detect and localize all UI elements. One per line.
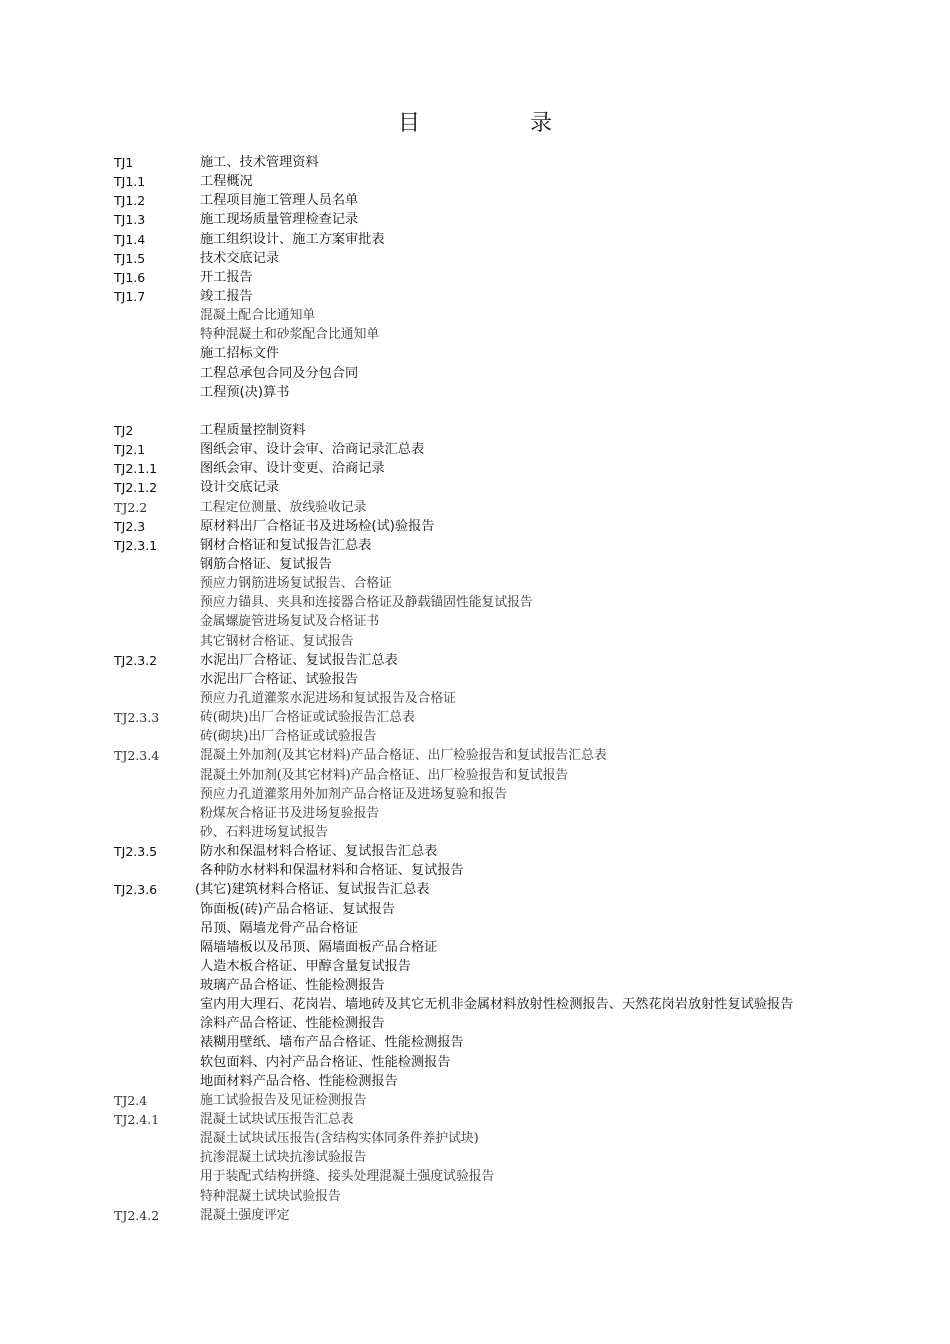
toc-entry-text: 混凝土外加剂(及其它材料)产品合格证、出厂检验报告和复试报告汇总表 (200, 748, 607, 764)
toc-entry-text: 涂料产品合格证、性能检测报告 (200, 1016, 385, 1032)
toc-entry-text: 工程总承包合同及分包合同 (200, 365, 359, 381)
toc-entry-text: 预应力孔道灌浆用外加剂产品合格证及进场复验和报告 (200, 786, 508, 802)
toc-entry-code: TJ1.4 (114, 231, 146, 247)
toc-entry-text: 各种防水材料和保温材料和合格证、复试报告 (200, 863, 464, 879)
toc-entry (114, 957, 914, 976)
toc-entry-text: 工程定位测量、放线验收记录 (200, 499, 367, 515)
toc-entry (114, 440, 914, 459)
toc-entry-text: 砂、石料进场复试报告 (200, 824, 328, 840)
toc-entry-text: 预应力孔道灌浆水泥进场和复试报告及合格证 (200, 690, 456, 706)
toc-entry-text: 裱糊用壁纸、墙布产品合格证、性能检测报告 (200, 1035, 464, 1051)
toc-entry-text: 预应力锚具、夹具和连接器合格证及静载锚固性能复试报告 (200, 595, 533, 611)
toc-entry-code: TJ1.7 (114, 288, 146, 304)
toc-entry (114, 1167, 914, 1186)
toc-entry (114, 708, 914, 727)
toc-entry-text: 工程预(决)算书 (200, 384, 290, 400)
toc-entry-text: 施工招标文件 (200, 346, 280, 362)
toc-entry (114, 919, 914, 938)
toc-entry-text: 混凝土外加剂(及其它材料)产品合格证、出厂检验报告和复试报告 (200, 767, 569, 783)
toc-entry (114, 842, 914, 861)
toc-entry-text: 地面材料产品合格、性能检测报告 (200, 1073, 398, 1089)
toc-entry-code: TJ2.3.5 (114, 844, 158, 860)
toc-entry-code: TJ2.3.4 (114, 748, 160, 764)
toc-entry-text: 吊顶、隔墙龙骨产品合格证 (200, 920, 359, 936)
toc-entry (114, 287, 914, 306)
toc-entry-code: TJ2.1.2 (114, 480, 158, 496)
toc-entry-text: 竣工报告 (200, 288, 253, 304)
toc-entry-text: 混凝土强度评定 (200, 1207, 290, 1223)
toc-entry-text: 特种混凝土试块试验报告 (200, 1188, 341, 1204)
toc-entry (114, 1053, 914, 1072)
toc-entry (114, 746, 914, 765)
toc-entry-text: 砖(砌块)出厂合格证或试验报告 (200, 729, 377, 745)
toc-entry-text: 其它钢材合格证、复试报告 (200, 633, 354, 649)
toc-entry-text: 混凝土试块试压报告(含结构实体同条件养护试块) (200, 1131, 479, 1147)
toc-entry-code: TJ2.1.1 (114, 461, 158, 477)
toc-entry-text: 原材料出厂合格证书及进场检(试)验报告 (200, 518, 435, 534)
toc-entry-code: TJ1.1 (114, 174, 146, 190)
toc-entry (114, 325, 914, 344)
toc-entry-code: TJ2 (114, 422, 134, 438)
toc-entry-code: TJ2.2 (114, 499, 148, 515)
toc-entry-text: 钢材合格证和复试报告汇总表 (200, 537, 372, 553)
toc-entry-code: TJ2.3.6 (114, 882, 158, 898)
toc-entry (114, 249, 914, 268)
toc-entry-code: TJ1.6 (114, 269, 146, 285)
toc-entry-text: 饰面板(砖)产品合格证、复试报告 (200, 901, 395, 917)
toc-entry-code: TJ2.3 (114, 518, 146, 534)
toc-entry (114, 976, 914, 995)
toc-entry-text: 人造木板合格证、甲醇含量复试报告 (200, 958, 411, 974)
toc-entry (114, 574, 914, 593)
toc-entry (114, 364, 914, 383)
toc-entry-text: 工程概况 (200, 174, 253, 190)
toc-entry-code: TJ2.3.1 (114, 537, 158, 553)
toc-entry-text: 用于装配式结构拼缝、接头处理混凝土强度试验报告 (200, 1169, 495, 1185)
toc-entry (114, 536, 914, 555)
toc-entry (114, 153, 914, 172)
toc-entry (114, 172, 914, 191)
toc-entry (114, 766, 914, 785)
toc-entry-text: 粉煤灰合格证书及进场复验报告 (200, 805, 380, 821)
toc-entry (114, 1110, 914, 1129)
toc-entry (114, 1072, 914, 1091)
toc-entry-text: 防水和保温材料合格证、复试报告汇总表 (200, 844, 438, 860)
toc-entry (114, 785, 914, 804)
toc-entry (114, 632, 914, 651)
toc-entry-code: TJ1.5 (114, 250, 146, 266)
toc-entry (114, 478, 914, 497)
toc-entry (114, 689, 914, 708)
toc-entry (114, 823, 914, 842)
toc-entry (114, 191, 914, 210)
toc-entry-text: 金属螺旋管进场复试及合格证书 (200, 614, 380, 630)
toc-entry (114, 804, 914, 823)
toc-entry-text: 水泥出厂合格证、试验报告 (200, 671, 359, 687)
toc-entry (114, 593, 914, 612)
toc-entry (114, 1187, 914, 1206)
toc-entry (114, 517, 914, 536)
toc-entry (114, 861, 914, 880)
toc-entry (114, 900, 914, 919)
toc-entry (114, 210, 914, 229)
toc-entry (114, 1033, 914, 1052)
toc-entry-code: TJ1.2 (114, 193, 146, 209)
toc-entry (114, 421, 914, 440)
toc-entry-text: 水泥出厂合格证、复试报告汇总表 (200, 652, 398, 668)
toc-entry-code: TJ2.4.2 (114, 1207, 160, 1223)
toc-entry-text: 施工、技术管理资料 (200, 155, 319, 170)
toc-entry (114, 938, 914, 957)
toc-entry-text: 施工试验报告及见证检测报告 (200, 1092, 367, 1108)
toc-entry-text: 图纸会审、设计会审、洽商记录汇总表 (200, 442, 425, 458)
toc-entry-text: 砖(砌块)出厂合格证或试验报告汇总表 (200, 710, 415, 726)
title-char-2: 录 (530, 111, 553, 136)
toc-entry (114, 1206, 914, 1225)
title-char-1: 目 (397, 111, 420, 136)
toc-entry-text: 钢筋合格证、复试报告 (200, 556, 332, 572)
toc-entry-text: 软包面料、内衬产品合格证、性能检测报告 (200, 1054, 451, 1070)
toc-entry-text: 工程项目施工管理人员名单 (200, 193, 359, 209)
toc-entry-text: 隔墙墙板以及吊顶、隔墙面板产品合格证 (200, 939, 438, 955)
toc-entry-text: 玻璃产品合格证、性能检测报告 (200, 978, 385, 994)
toc-entry-code: TJ2.3.3 (114, 710, 160, 726)
toc-entry (114, 612, 914, 631)
toc-entry-code: TJ2.1 (114, 442, 146, 458)
toc-entry (114, 344, 914, 363)
toc-entry-text: 室内用大理石、花岗岩、墙地砖及其它无机非金属材料放射性检测报告、天然花岗岩放射性复试验报告 (200, 997, 794, 1013)
toc-entry-text: 设计交底记录 (200, 480, 280, 496)
toc-entry (114, 498, 914, 517)
toc-entry (114, 1014, 914, 1033)
toc-entry-code: TJ1.3 (114, 212, 146, 228)
toc-entry (114, 268, 914, 287)
toc-entry (114, 459, 914, 478)
table-of-contents (114, 153, 914, 1225)
page-title (0, 106, 950, 137)
toc-entry (114, 555, 914, 574)
toc-entry (114, 880, 914, 899)
toc-entry-text: 技术交底记录 (200, 250, 280, 266)
toc-entry-code: TJ1 (114, 155, 134, 170)
toc-entry-text: 施工现场质量管理检查记录 (200, 212, 359, 228)
toc-entry-text: 施工组织设计、施工方案审批表 (200, 231, 385, 247)
toc-entry (114, 670, 914, 689)
toc-entry (114, 651, 914, 670)
toc-entry-text: 抗渗混凝土试块抗渗试验报告 (200, 1150, 367, 1166)
toc-entry (114, 1148, 914, 1167)
toc-entry (114, 383, 914, 421)
toc-entry-text: 预应力钢筋进场复试报告、合格证 (200, 576, 392, 592)
toc-entry-text: 开工报告 (200, 269, 253, 285)
toc-entry-code: TJ2.4.1 (114, 1112, 160, 1128)
toc-entry (114, 306, 914, 325)
toc-entry-text: 图纸会审、设计变更、洽商记录 (200, 461, 385, 477)
toc-entry (114, 1129, 914, 1148)
toc-entry (114, 727, 914, 746)
toc-entry-code: TJ2.4 (114, 1092, 148, 1108)
toc-entry (114, 230, 914, 249)
toc-entry-text: (其它)建筑材料合格证、复试报告汇总表 (195, 882, 430, 898)
toc-entry (114, 995, 914, 1014)
toc-entry (114, 1091, 914, 1110)
toc-entry-text: 工程质量控制资料 (200, 422, 306, 438)
toc-entry-text: 混凝土配合比通知单 (200, 308, 316, 324)
toc-entry-text: 混凝土试块试压报告汇总表 (200, 1112, 354, 1128)
toc-entry-code: TJ2.3.2 (114, 652, 158, 668)
toc-entry-text: 特种混凝土和砂浆配合比通知单 (200, 327, 380, 343)
